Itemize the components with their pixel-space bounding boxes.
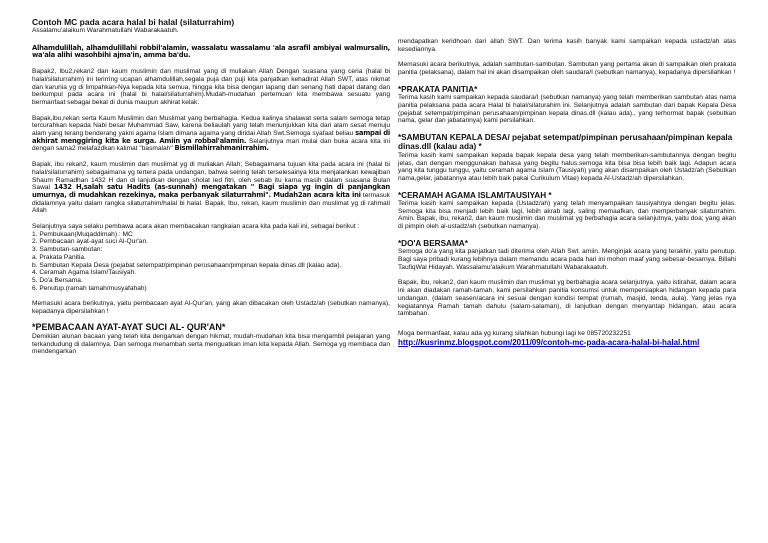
agenda-item: a. Prakata Panitia.: [32, 253, 86, 261]
paragraph-after-ceramah: Terima kasih kami sampaikan kepada (Ustadz/ah) yang telah menyampaikan tausiyahnya dengan begitu jelas. Semoga kita bisa menjadi lebih baik lagi, lebih akrab lagi, saling memaafkan, dan memperbanyak silaturrahim. Amin. Bapak, ibu, rekan2, dan kaum muslimin dan muslimat yg berbahagia acara selanjutnya, yaitu doa; yang akan di pimpin oleh al-ustadz/ah (sebutkan namanya).: [398, 200, 736, 231]
paragraph-continued: mendapatkan keridhoan dari allah SWT. Dan terima kasih banyak kami sampaikan kepada ustadz/ah atas kesediannya.: [398, 38, 736, 53]
heading-sambutan: *SAMBUTAN KEPALA DESA/ pejabat setempat/pimpinan perusahaan/pimpinan kepala dinas.dll (kalau ada) *: [398, 133, 733, 152]
arabic-opening: Alhamdulillah, alhamdulillahi robbil'alamin, wassalatu wassalamu 'ala asrafil ambiyai walmursalin, wa'ala alihi wasohbihi ajma'in, amma ba'du.: [32, 43, 390, 60]
shalawat-arabic: sampai di akhirat menggiring kita ke surga. Amiin ya robbal'alamin.: [32, 129, 390, 145]
paragraph-after-quran: Demikian alunan bacaan yang telah kita dengarkan dengan hikmat, mudah-mudahan kita bisa mengambil pelajaran yang terkandudung di dalamnya. Dan semoga menambah serta menguatkan iman kita kepada Allah. Semoga yg membaca dan mendengarkan: [32, 332, 390, 356]
heading-doa: *DO'A BERSAMA*: [398, 238, 468, 248]
document-title: Contoh MC pada acara halal bi halal (silaturrahim): [32, 17, 235, 27]
paragraph-after-sambutan: Terima kasih kami sampaikan kepada bapak kepala desa yang telah memberikan-sambutannya dengan begitu jelas, dan dengan menggunakan bahasa yang begitu halus.semoga kita bisa bisa lebih baik lagi. Adapun acara yang kita tunggu tunggu, yaitu ceramah agama Islam (Tausiyah) yang akan disampaikan oleh Ustadz/ah (Sebutkan nama,gelar, jabatannya atau lebih baik pakai Curikulum Vitae) kepada Al-Ustadz/ah dipersilahkan.: [398, 151, 736, 182]
paragraph-agenda-intro: Selanjutnya saya selaku pembawa acara akan membacakan rangkaian acara kita pada kali ini, sebagai berikut :: [32, 223, 360, 231]
heading-quran: *PEMBACAAN AYAT-AYAT SUCI AL- QUR'AN*: [32, 321, 226, 332]
basmalah: Bismillahirrahmanirrahim.: [174, 144, 269, 153]
heading-prakata: *PRAKATA PANITIA*: [398, 84, 478, 94]
agenda-item: 5. Do'a Bersama.: [32, 276, 83, 284]
footer-note: Moga bermanfaat, kalau ada yg kurang silahkan hubungi lagi ke 085720232251: [398, 329, 631, 337]
agenda-item: 4. Ceramah Agama Islam/Tausiyah.: [32, 269, 137, 277]
agenda-list: [32, 231, 390, 293]
agenda-item: 2. Pembacaan ayat-ayat suci Al-Qur'an.: [32, 238, 148, 246]
paragraph-sambutan-intro: Memasuki acara berikutnya, adalah sambutan-sambutan. Sambutan yang pertama akan di sampaikan oleh prakata panitia (pelaksana), dalam hal ini akan disampaikan oleh saudara/I (sebutkan namanya), kepadanya dipersilahkan !: [398, 61, 736, 77]
agenda-item: b. Sambutan Kepala Desa (pejabat setempat/pimpinan perusahaan/pimpinan kepala dinas.dll (kalau ada).: [32, 261, 342, 269]
paragraph-ramah-tamah: Bapak, ibu, rekan2, dan kaum muslimin dan muslimat yg berbahagia acara selanjutnya. yaitu istirahat, dalam acara ini akan diadakan ramah-tamah, kami persilahkan panitia konsumsi untuk mempersiapkan hidangan kepada para undangan. (dalam seasen/acara ini sesuai dengan kondisi tempat (rumah, masjid, tenda, aula). Yang jelas nya kegiatannya Ramah tamah dahulu (salam-salaman), di lanjutkan dengan menyantap hidangan, atau acara tambahan.: [398, 279, 736, 318]
agenda-item: 3. Sambutan-sambutan:: [32, 246, 103, 254]
left-column: [32, 17, 390, 356]
agenda-item: 6. Penutup.(ramah tamah/musyafahah): [32, 284, 147, 292]
right-column: [398, 38, 736, 348]
source-link[interactable]: http://kusrinmz.blogspot.com/2011/09/contoh-mc-pada-acara-halal-bi-halal.html: [398, 337, 700, 347]
paragraph-quran-intro: Memasuki acara berikutnya, yaitu pembacaan ayat Al-Qur'an, yang akan dibacakan oleh Ustadz/ah (sebutkan namanya), kepadanya dipersilahkan !: [32, 300, 390, 316]
paragraph-purpose: Bapak, ibu rekan2, kaum muslimin dan muslimat yg di muliakan Allah; Sebagaimana tujuan kita pada acara ini (halal bi halal/silaturrahim) sebagaimana yg tertera pada undangan, bahwa seiring telah terselesainya kita menjalankan kewajiban Shaum Ramadhan 1432 H dan di lanjutkan dengan sholat Ied fitri, oleh sebab itu karna masih dalam suasana Bulan Sawal 1432 H,salah satu Hadits (as-sunnah) mengatakan " Bagi siapa yg ingin di panjangkan umurnya, di mudahkan rezekinya, maka perbanyak silaturrahmi". Mudah2an acara kita ini termasuk didalamnya yaitu dalam rangka silaturrahim/halal bi halal. Bapak, Ibu, rekan, kaum muslimin dan muslimat yg di rahmati Allah: [32, 161, 390, 215]
hadits-text: 1432 H,salah satu Hadits (as-sunnah) mengatakan " Bagi siapa yg ingin di panjangkan umurnya, di mudahkan rezekinya, maka perbanyak silaturrahmi". Mudah2an acara kita ini: [32, 183, 390, 199]
heading-ceramah: *CERAMAH AGAMA ISLAM/TAUSIYAH *: [398, 190, 552, 200]
agenda-item: 1. Pembukaan(Muqaddimah) : MC: [32, 230, 133, 238]
paragraph-after-doa: Semoga do'a yang kita panjatkan tadi diterima oleh Allah Swt. amiin. Menginjak acara yang terakhir, yaitu penutup. Bagi saya pribadi kurang lebihnya dalam memandu acara pada hari ini mohon maaf yang sebesar-besarnya. Billahi TaufiqWal Hidayah. Wassalamu'alaikum Warahmatullahi Wabarakaatuh.: [398, 248, 736, 271]
greeting: Assalamu'alaikum Warahmatullahi Wabarakaatuh.: [32, 27, 179, 34]
paragraph-opening: Bapak2, Ibu2,rekan2 dan kaum muslimin dan muslimat yang di muliakan Allah Dengan suasana yang ceria (halal bi halal/silaturrahim) ini terirring ucapan alhamdulillah,segala puja dan puji kita panjatkan kehadirat Allah SWT, atas nikmat dan karunia yg di limpahkan-Nya kepada kita semua, hingga kita bisa dengan lapang dan senang hati dapat datang dan berkumpul pada acara ini (halal bi halal/silaturrahim).Mudah-mudahan pertemuan kita membawa sesuatu yang bermanfaat sebagai bekal di dunia maupun akhirat kelak.: [32, 68, 390, 106]
paragraph-after-prakata: Terima kasih kami sampaikan kepada saudara/I (sebutkan namanya) yang telah memberikan sambutan atas nama panitia pelaksana pada acara Halal bi halal/silaturahim ini. Selanjutnya adalah sambutan dari bapak Kepala Desa (pejabat setempat/pimpinan perusahaan/pimpinan kepala dinas.dll (kalau ada)., yang terhormat bapak (sebutkan nama, gelar dan jabatannya) kami persilahkan.: [398, 94, 736, 125]
paragraph-shalawat: Bapak,ibu,rekan serta Kaum Muslimin dan Muslimat yang berbahagia. Kedua kalinya shalawat serta salam semoga tetap tercurahkan kepada Nabi besar Muhammad Saw, karena beliaulah yang telah menunjukkan kita dari alam sesat menuju alam yang terang benderang yakni agama Islam dimana agama yang diridai Allah Swt.Semoga syafaat beliau sampai di akhirat menggiring kita ke surga. Amiin ya robbal'alamin. Selanjutnya mari mulai dan buka acara kita ini dengan sama2 melafazdkan kalimat "basmalah" Bismillahirrahmanirrahim.: [32, 114, 390, 153]
